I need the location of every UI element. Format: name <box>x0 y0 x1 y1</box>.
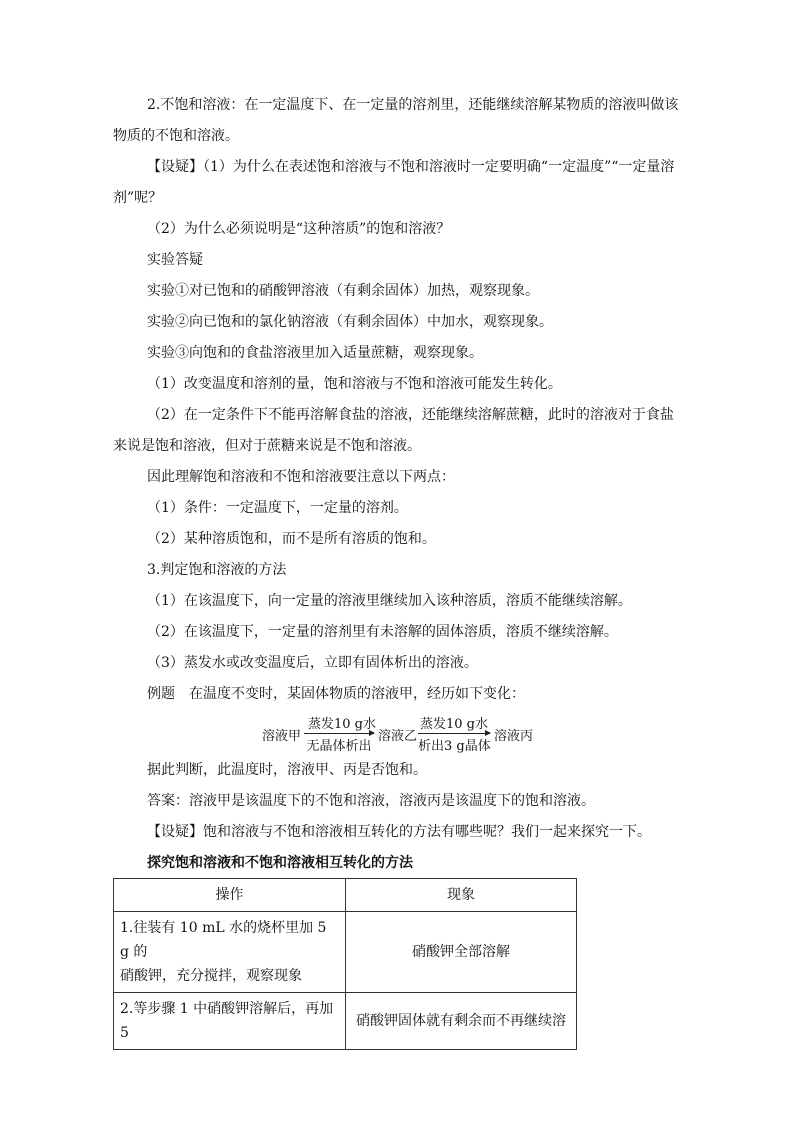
paragraph-line: 物质的不饱和溶液。 <box>113 128 239 144</box>
paragraph-line: 因此理解饱和溶液和不饱和溶液要注意以下两点： <box>147 469 455 485</box>
section-label: 实验答疑 <box>147 252 203 268</box>
arrow1-icon <box>304 733 374 734</box>
table-row <box>114 993 577 1050</box>
list-item: （3）蒸发水或改变温度后，立即有固体析出的溶液。 <box>147 655 478 671</box>
table-cell-phenomenon: 硝酸钾全部溶解 <box>346 912 577 993</box>
column-header-phenomenon: 现象 <box>346 879 577 912</box>
table-row <box>114 912 577 993</box>
experiment-line: 实验③向饱和的食盐溶液里加入适量蔗糖，观察现象。 <box>147 345 483 361</box>
table-caption: 探究饱和溶液和不饱和溶液相互转化的方法 <box>147 855 413 871</box>
question-line: 【设疑】饱和溶液与不饱和溶液相互转化的方法有哪些呢？我们一起来探究一下。 <box>147 824 651 840</box>
paragraph-line: （2）在一定条件下不能再溶解食盐的溶液，还能继续溶解蔗糖，此时的溶液对于食盐 <box>147 407 674 423</box>
table-cell-operation: 2.等步骤 1 中硝酸钾溶解后，再加 5 <box>114 993 346 1050</box>
solution-a-label: 溶液甲 <box>262 729 302 744</box>
paragraph-line: 来说是饱和溶液，但对于蔗糖来说是不饱和溶液。 <box>113 438 421 454</box>
list-item: （1）条件：一定温度下，一定量的溶剂。 <box>147 500 408 516</box>
solution-b-label: 溶液乙 <box>378 729 418 744</box>
paragraph-line: 据此判断，此温度时，溶液甲、丙是否饱和。 <box>147 762 427 778</box>
question-line: （2）为什么必须说明是“这种溶质”的饱和溶液？ <box>147 221 451 237</box>
question-line: 【设疑】（1）为什么在表述饱和溶液与不饱和溶液时一定要明确“一定温度”“一定量溶 <box>147 159 675 175</box>
list-item: （1）在该温度下，向一定量的溶液里继续加入该种溶质，溶质不能继续溶解。 <box>147 593 632 609</box>
column-header-operation: 操作 <box>114 879 346 912</box>
arrow2-top-label: 蒸发10 g水 <box>420 717 488 732</box>
arrow1-bottom-label: 无晶体析出 <box>306 739 372 754</box>
section-heading: 3.判定饱和溶液的方法 <box>147 562 287 578</box>
arrow2-bottom-label: 析出3 g晶体 <box>418 739 491 754</box>
experiment-line: 实验②向已饱和的氯化钠溶液（有剩余固体）中加水，观察现象。 <box>147 314 553 330</box>
table-header-row <box>114 879 577 912</box>
paragraph-line: 剂”呢？ <box>113 190 163 206</box>
cell-line: 1.往装有 10 mL 水的烧杯里加 5 g 的 <box>120 920 327 960</box>
table-cell-phenomenon: 硝酸钾固体就有剩余而不再继续溶 <box>346 993 577 1050</box>
paragraph-line: （1）改变温度和溶剂的量，饱和溶液与不饱和溶液可能发生转化。 <box>147 376 562 392</box>
experiment-line: 实验①对已饱和的硝酸钾溶液（有剩余固体）加热，观察现象。 <box>147 283 539 299</box>
solution-c-label: 溶液丙 <box>494 729 534 744</box>
arrow2-icon <box>418 733 490 734</box>
list-item: （2）某种溶质饱和，而不是所有溶质的饱和。 <box>147 531 436 547</box>
cell-line: 硝酸钾，充分搅拌，观察现象 <box>120 968 302 984</box>
arrow1-top-label: 蒸发10 g水 <box>308 717 376 732</box>
example-line: 例题 在温度不变时，某固体物质的溶液甲，经历如下变化： <box>147 686 525 702</box>
table-cell-operation <box>114 912 346 993</box>
answer-line: 答案：溶液甲是该温度下的不饱和溶液，溶液丙是该温度下的饱和溶液。 <box>147 793 595 809</box>
list-item: （2）在该温度下，一定量的溶剂里有未溶解的固体溶质，溶质不继续溶解。 <box>147 624 618 640</box>
paragraph-line: 2.不饱和溶液：在一定温度下、在一定量的溶剂里，还能继续溶解某物质的溶液叫做该 <box>147 97 679 113</box>
experiment-table <box>113 878 577 1050</box>
reaction-scheme <box>262 714 562 754</box>
